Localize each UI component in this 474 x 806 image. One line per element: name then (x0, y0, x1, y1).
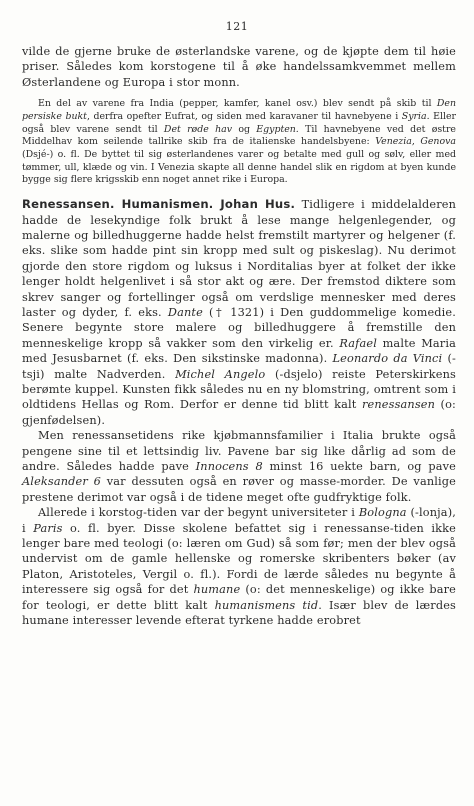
text-run: . Eller også blev varene sendt til (22, 110, 456, 135)
text-run: (o: gjenfødelsen). (22, 398, 456, 427)
place-name: Bologna (358, 506, 407, 520)
text-run: . Især blev de lærdes humane interesser levende efterat tyrkene hadde erobret (22, 598, 457, 628)
text-run: . Til havnebyene ved det østre Middelhav kom seilende tallrike skib fra de italienske handelsbyene: (22, 123, 456, 148)
text-run: og (232, 123, 257, 135)
paragraph-universiteter (22, 505, 456, 628)
place-name: Syria (401, 110, 427, 122)
paragraph-pavene (22, 428, 456, 505)
text-run: o. fl. byer. Disse skolene befattet sig i renessanse-tiden ikke lenger bare med teologi (o: læren om Gud) så som før; men der blev også undervist om de gamle hellenske og romerske skribenters bøker (av Platon, Aristoteles, Vergil o. fl.). Fordi de lærde således nu begynte å interessere sig også for det (22, 521, 456, 597)
place-name: Det røde hav (163, 123, 232, 135)
body-text (22, 44, 456, 629)
term: humanismens tid (214, 598, 319, 612)
paragraph-korstog-handel: vilde de gjerne bruke de østerlandske varene, og de kjøpte dem til høie priser. Således kom korstogene til å øke handelssamkvemmet mellem Østerlandene og Europa i stor monn. (22, 45, 456, 89)
place-name: Paris (33, 521, 63, 535)
place-name: Venezia (375, 136, 412, 148)
section-heading: Renessansen. Humanismen. Johan Hus. (22, 197, 296, 212)
text-run: malte Maria med Jesusbarnet (f. eks. Den sikstinske madonna). (22, 336, 456, 366)
text-run: († 1321) i Den guddommelige komedie. Senere begynte store malere og billedhuggere å fremstille den menneskelige kropp så vakker som den virkelig er. (22, 305, 456, 350)
text-run: (-lonja), i (22, 506, 456, 535)
text-run: (-dsjelo) reiste Peterskirkens berømte kuppel. Kunsten fikk således nu en ny blomstring, omtrent som i oldtidens Hellas og Rom. Derfor er denne tid blitt kalt (22, 367, 457, 412)
place-name: Den persiske bukt (22, 98, 456, 122)
person-name: Leonardo da Vinci (332, 352, 443, 366)
place-name: Genova (420, 136, 456, 148)
text-run: Allerede i korstog-tiden var der begynt universiteter i (38, 506, 359, 520)
person-name: Aleksander 6 (22, 475, 102, 489)
text-run: Men renessansetidens rike kjøbmannsfamilier i Italia brukte også pengene sine til et lettsindig liv. Pavene bar sig like dårlig ad som de andre. Således hadde pave (22, 429, 456, 474)
text-run: (-tsji) malte Nadverden. (22, 352, 456, 381)
term: humane (193, 583, 241, 597)
paragraph-renessansen (22, 197, 456, 428)
text-run: , (411, 136, 421, 148)
text-run: (o: det menneskelige) og ikke bare for teologi, er dette blitt kalt (22, 583, 456, 612)
person-name: Innocens 8 (195, 460, 263, 474)
text-run: var dessuten også en røver og masse-morder. De vanlige prestene derimot var også i de tidene meget ofte gudfryktige folk. (22, 475, 456, 504)
text-run: minst 16 uekte barn, og pave (262, 460, 456, 474)
text-run: , derfra opefter Eufrat, og siden med karavaner til havnebyene i (86, 110, 402, 122)
text-run: (Dsjé-) o. fl. De byttet til sig østerlandenes varer og betalte med gull og sølv, eller med tømmer, ull, klæde og vin. I Venezia skapte all denne handel slik en rigdom at byen kunde bygge sig flere krigsskib enn noget annet rike i Europa. (22, 149, 456, 186)
person-name: Dante (167, 305, 203, 319)
text-run: Tidligere i middelalderen hadde de lesekyndige folk brukt å lese mange helgenlegender, og malerne og billedhuggerne hadde helst fremstilt martyrer og helgener (f. eks. slike som hadde pint sin kropp med sult og piskeslag). Nu derimot gjorde den store rigdom og luksus i Norditalias byer at folket der ikke lenger holdt helgenlivet i så stor akt og ære. Der fremstod diktere som skrev sanger og fortellinger også om verdslige mennesker med deres laster og dyder, f. eks. (22, 198, 457, 319)
person-name: Rafael (339, 336, 377, 350)
person-name: Michel Angelo (175, 367, 266, 381)
text-run: En del av varene fra India (pepper, kamfer, kanel osv.) blev sendt på skib til (38, 98, 437, 110)
place-name: Egypten (256, 123, 296, 135)
paragraph-handelsveier (22, 98, 456, 187)
term: renessansen (361, 398, 436, 412)
page-number: 121 (225, 20, 249, 33)
